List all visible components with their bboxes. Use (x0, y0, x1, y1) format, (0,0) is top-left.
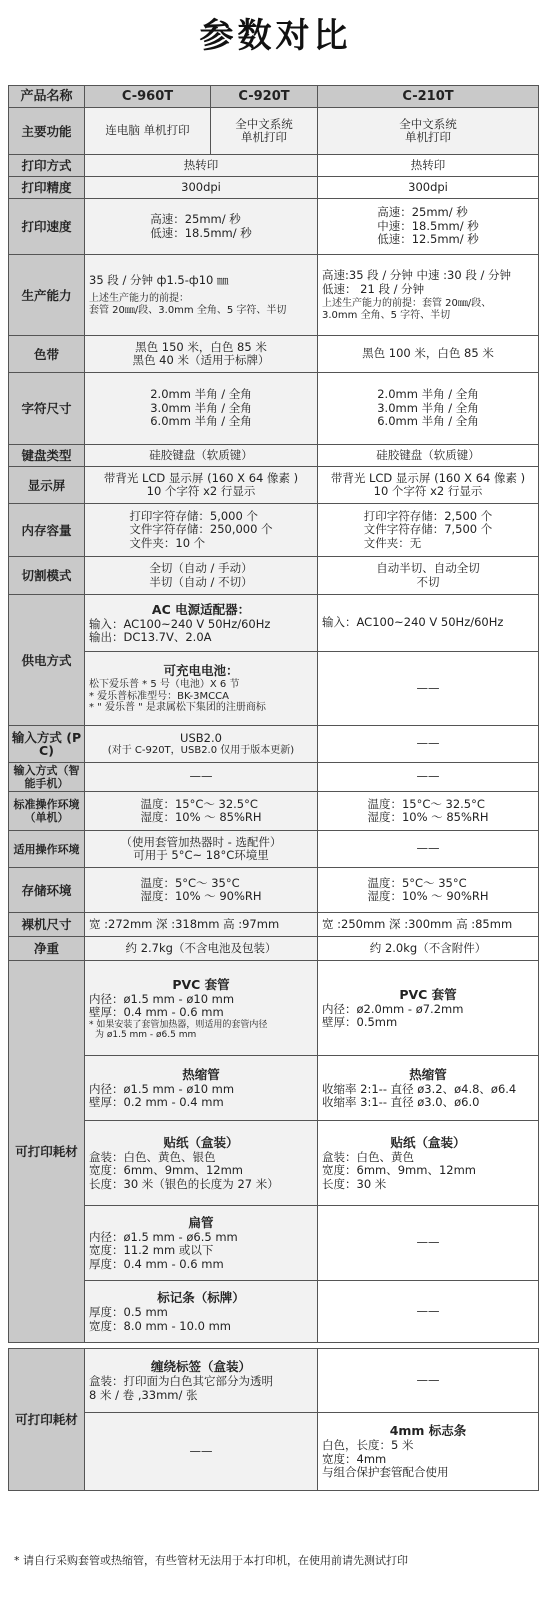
row-input-phone (9, 763, 539, 792)
cell-c960-c920: 标记条（标牌） 厚度：0.5 mm 宽度：8.0 mm - 10.0 mm (85, 1281, 318, 1343)
cell-c210: —— (318, 726, 539, 763)
row-label: 色带 (9, 336, 85, 373)
row-consumable-wrap-label (9, 1349, 539, 1413)
cell-c210: —— (318, 763, 539, 792)
header-c960t: C-960T (85, 86, 211, 108)
cell-c210: 温度：5°C～ 35°C 湿度：10% ～ 90%RH (318, 868, 539, 913)
cell-c210: 贴纸（盒装） 盒装：白色、黄色 宽度：6mm、9mm、12mm 长度：30 米 (318, 1121, 539, 1206)
row-label: 键盘类型 (9, 445, 85, 467)
cell-c960-c920: 硅胶键盘（软质键） (85, 445, 318, 467)
table-header-row (9, 86, 539, 108)
row-print-speed (9, 199, 539, 255)
row-env-applicable (9, 831, 539, 868)
cell-c960-c920: 黑色 150 米，白色 85 米 黑色 40 米（适用于标牌） (85, 336, 318, 373)
row-capacity (9, 255, 539, 336)
row-label: 裸机尺寸 (9, 913, 85, 937)
row-consumable-pvc (9, 961, 539, 1056)
cell-c210: —— (318, 1206, 539, 1281)
footnote: * 请自行采购套管或热缩管，有些管材无法用于本打印机，在使用前请先测试打印 (14, 1554, 408, 1567)
cell-c210: 输入：AC100~240 V 50Hz/60Hz (318, 595, 539, 652)
row-label: 生产能力 (9, 255, 85, 336)
row-env-standard (9, 792, 539, 831)
cell-c960-c920: AC 电源适配器： 输入：AC100~240 V 50Hz/60Hz 输出：DC13.7V、2.0A (85, 595, 318, 652)
cell-c210: 热转印 (318, 155, 539, 177)
cell-c210: 全中文系统 单机打印 (318, 108, 539, 155)
row-label: 适用操作环境 (9, 831, 85, 868)
row-main-function (9, 108, 539, 155)
cell-c210: —— (318, 1281, 539, 1343)
row-memory (9, 504, 539, 557)
cell-c960-c920: 高速：25mm/ 秒 低速：18.5mm/ 秒 (85, 199, 318, 255)
cell-c210: 4mm 标志条 白色，长度：5 米 宽度：4mm 与组合保护套管配合使用 (318, 1413, 539, 1491)
row-label: 打印方式 (9, 155, 85, 177)
cell-c210: —— (318, 652, 539, 726)
cell-c920: 全中文系统 单机打印 (211, 108, 318, 155)
row-label: 可打印耗材 (9, 1349, 85, 1491)
cell-c210: —— (318, 831, 539, 868)
row-consumable-sticker (9, 1121, 539, 1206)
row-power-ac (9, 595, 539, 652)
row-consumable-heat-shrink (9, 1056, 539, 1121)
cell-c210: PVC 套管 内径：ø2.0mm - ø7.2mm 壁厚：0.5mm (318, 961, 539, 1056)
cell-c960-c920: —— (85, 1413, 318, 1491)
cell-c960-c920: USB2.0 (对于 C-920T，USB2.0 仅用于版本更新) (85, 726, 318, 763)
row-size (9, 913, 539, 937)
cell-c960-c920: 温度：5°C～ 35°C 湿度：10% ～ 90%RH (85, 868, 318, 913)
cell-c960-c920: 温度：15°C～ 32.5°C 湿度：10% ～ 85%RH (85, 792, 318, 831)
cell-c960-c920: PVC 套管 内径：ø1.5 mm - ø10 mm 壁厚：0.4 mm - 0.6 mm * 如果安装了套管加热器，则适用的套管内径 为 ø1.5 mm - ø6.5 mm (85, 961, 318, 1056)
header-c210t: C-210T (318, 86, 539, 108)
header-c920t: C-920T (211, 86, 318, 108)
row-consumable-4mm-strip (9, 1413, 539, 1491)
cell-c210: 300dpi (318, 177, 539, 199)
cell-c960-c920: 热缩管 内径：ø1.5 mm - ø10 mm 壁厚：0.2 mm - 0.4 mm (85, 1056, 318, 1121)
row-label: 可打印耗材 (9, 961, 85, 1343)
cell-c960-c920: —— (85, 763, 318, 792)
row-label: 字符尺寸 (9, 373, 85, 445)
spec-table (8, 85, 539, 1491)
cell-c960-c920: 可充电电池： 松下爱乐普 * 5 号（电池）X 6 节 * 爱乐普标准型号：BK-3MCCA * " 爱乐普 " 是隶属松下集团的注册商标 (85, 652, 318, 726)
cell-c960-c920: （使用套管加热器时 - 选配件） 可用于 5°C~ 18°C环境里 (85, 831, 318, 868)
cell-c960-c920: 热转印 (85, 155, 318, 177)
cell-c210: 约 2.0kg（不含附件） (318, 937, 539, 961)
page-title: 参数对比 (199, 16, 352, 56)
row-cut-mode (9, 557, 539, 595)
cell-c210: 高速：25mm/ 秒 中速：18.5mm/ 秒 低速：12.5mm/ 秒 (318, 199, 539, 255)
cell-c960-c920: 打印字符存储：5,000 个 文件字符存储：250,000 个 文件夹：10 个 (85, 504, 318, 557)
cell-c960-c920: 扁管 内径：ø1.5 mm - ø6.5 mm 宽度：11.2 mm 或以下 厚度：0.4 mm - 0.6 mm (85, 1206, 318, 1281)
cell-c960-c920: 约 2.7kg（不含电池及包装） (85, 937, 318, 961)
cell-c960: 连电脑 单机打印 (85, 108, 211, 155)
cell-c210: 宽 :250mm 深 :300mm 高 :85mm (318, 913, 539, 937)
row-char-size (9, 373, 539, 445)
row-consumable-marker (9, 1281, 539, 1343)
row-display (9, 467, 539, 504)
cell-c210: 温度：15°C～ 32.5°C 湿度：10% ～ 85%RH (318, 792, 539, 831)
row-label: 显示屏 (9, 467, 85, 504)
cell-c210: —— (318, 1349, 539, 1413)
row-input-pc (9, 726, 539, 763)
row-print-method (9, 155, 539, 177)
cell-c210: 高速:35 段 / 分钟 中速 :30 段 / 分钟 低速： 21 段 / 分钟 上述生产能力的前提：套管 20㎜/段、 3.0mm 全角、5 字符、半切 (318, 255, 539, 336)
row-label: 输入方式（智能手机） (9, 763, 85, 792)
row-label: 净重 (9, 937, 85, 961)
row-storage (9, 868, 539, 913)
cell-c960-c920: 带背光 LCD 显示屏 (160 X 64 像素 ) 10 个字符 x2 行显示 (85, 467, 318, 504)
row-label: 供电方式 (9, 595, 85, 726)
cell-c960-c920: 35 段 / 分钟 ф1.5-ф10 ㎜ 上述生产能力的前提： 套管 20㎜/段、3.0mm 全角、5 字符、半切 (85, 255, 318, 336)
row-label: 打印精度 (9, 177, 85, 199)
cell-c960-c920: 宽 :272mm 深 :318mm 高 :97mm (85, 913, 318, 937)
cell-c960-c920: 2.0mm 半角 / 全角 3.0mm 半角 / 全角 6.0mm 半角 / 全角 (85, 373, 318, 445)
cell-c210: 带背光 LCD 显示屏 (160 X 64 像素 ) 10 个字符 x2 行显示 (318, 467, 539, 504)
cell-c960-c920: 300dpi (85, 177, 318, 199)
cell-c210: 自动半切、自动全切 不切 (318, 557, 539, 595)
cell-c210: 热缩管 收缩率 2:1-- 直径 ø3.2、ø4.8、ø6.4 收缩率 3:1-- 直径 ø3.0、ø6.0 (318, 1056, 539, 1121)
cell-c210: 打印字符存储：2,500 个 文件字符存储：7,500 个 文件夹：无 (318, 504, 539, 557)
row-weight (9, 937, 539, 961)
cell-c960-c920: 贴纸（盒装） 盒装：白色、黄色、银色 宽度：6mm、9mm、12mm 长度：30 米（银色的长度为 27 米） (85, 1121, 318, 1206)
row-label: 内存容量 (9, 504, 85, 557)
header-product-name: 产品名称 (9, 86, 85, 108)
row-print-precision (9, 177, 539, 199)
row-keyboard (9, 445, 539, 467)
cell-c210: 2.0mm 半角 / 全角 3.0mm 半角 / 全角 6.0mm 半角 / 全角 (318, 373, 539, 445)
row-label: 标准操作环境（单机） (9, 792, 85, 831)
row-label: 切割模式 (9, 557, 85, 595)
row-label: 主要功能 (9, 108, 85, 155)
cell-c210: 黑色 100 米，白色 85 米 (318, 336, 539, 373)
cell-c960-c920: 全切（自动 / 手动） 半切（自动 / 不切） (85, 557, 318, 595)
row-label: 输入方式 (PC) (9, 726, 85, 763)
row-label: 存储环境 (9, 868, 85, 913)
row-power-battery (9, 652, 539, 726)
cell-c960-c920: 缠绕标签（盒装） 盒装：打印面为白色其它部分为透明 8 米 / 卷 ,33mm/ 张 (85, 1349, 318, 1413)
row-label: 打印速度 (9, 199, 85, 255)
row-ribbon (9, 336, 539, 373)
row-consumable-flat-tube (9, 1206, 539, 1281)
cell-c210: 硅胶键盘（软质键） (318, 445, 539, 467)
